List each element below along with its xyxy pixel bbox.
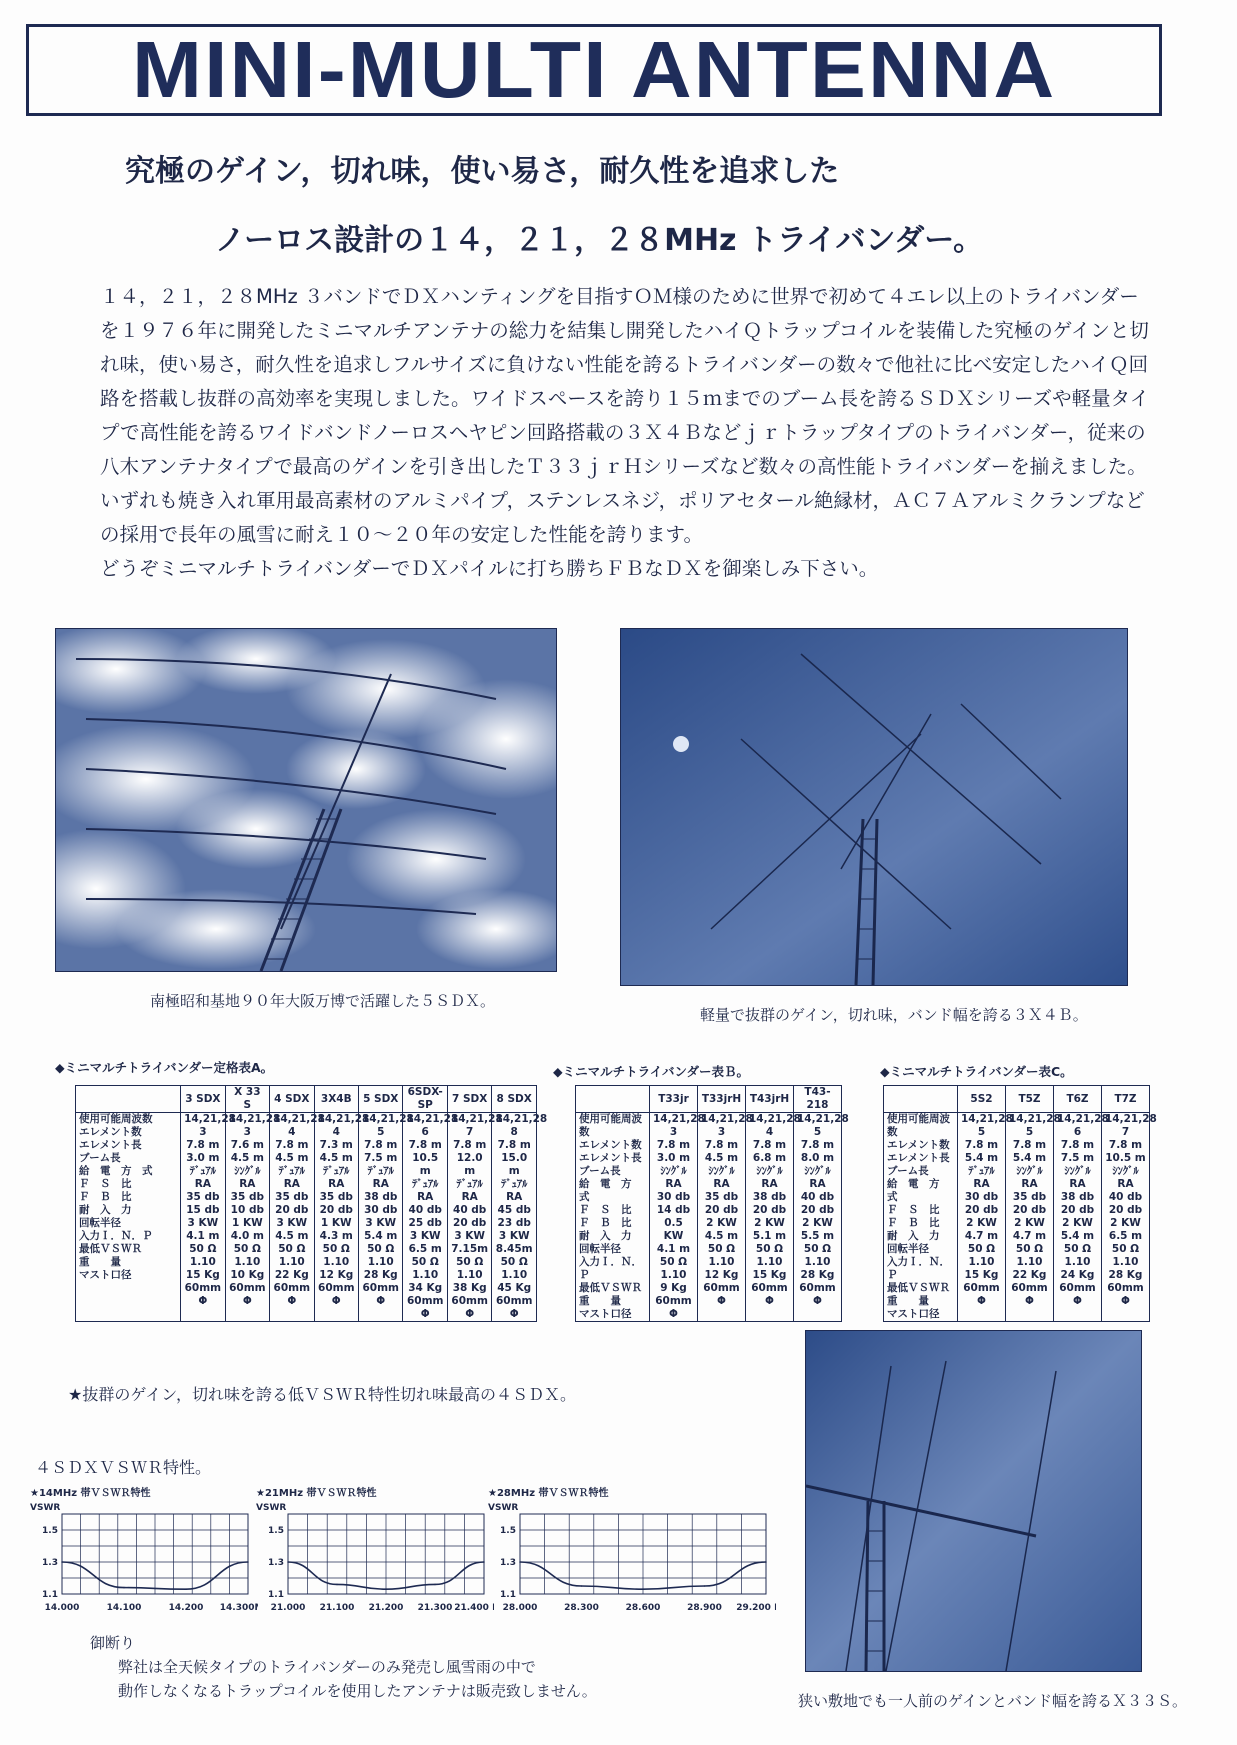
table-body-row — [76, 1113, 537, 1322]
chart-point — [123, 1587, 125, 1589]
photo-3x4b-caption: 軽量で抜群のゲイン，切れ味，バンド幅を誇る３Ｘ４Ｂ。 — [700, 1006, 1088, 1024]
table-header-cell: T7Z — [1102, 1086, 1150, 1113]
intro-paragraph — [100, 280, 1150, 586]
chart-title: ★21MHz 帯ＶＳＷＲ特性 — [256, 1488, 377, 1499]
chart-ytick-label: 1.1 — [500, 1590, 516, 1600]
chart-ytick-label: 1.3 — [500, 1558, 516, 1568]
vswr-chart-14 — [28, 1484, 258, 1624]
notice-line-1: 弊社は全天候タイプのトライバンダーのみ発売し風雪雨の中で — [118, 1658, 536, 1676]
intro-line: 路を搭載し抜群の高効率を実現しました。ワイドスペースを誇り１５ｍまでのブーム長を誇るＳＤＸシリーズや軽量タイ — [100, 387, 1150, 410]
table-value-column: 14,21,28 5 7.8 m 8.0 m ｼﾝｸﾞﾙRA 40 db 20 db 2 KW 5.5 m 50 Ω 1.10 28 Kg 60mm Φ — [794, 1113, 842, 1322]
table-value-column: 14,21,28 3 7.8 m 3.0 m ﾃﾞｭｱﾙRA 35 db 15 db 3 KW 4.1 m 50 Ω 1.10 15 Kg 60mm Φ — [181, 1113, 225, 1322]
vswr-chart-28 — [486, 1484, 776, 1624]
chart-title: ★14MHz 帯ＶＳＷＲ特性 — [30, 1488, 151, 1499]
chart-ylabel: VSWR — [488, 1503, 519, 1513]
chart-point — [519, 1561, 521, 1563]
table-header-cell: X 33 S — [225, 1086, 269, 1113]
table-value-column: 14,21,28 4 7.8 m 6.8 m ｼﾝｸﾞﾙRA 38 db 20 db 2 KW 5.1 m 50 Ω 1.10 15 Kg 60mm Φ — [746, 1113, 794, 1322]
chart-point — [287, 1561, 289, 1563]
table-value-column: 14,21,28 3 7.8 m 4.5 m ｼﾝｸﾞﾙRA 35 db 20 db 2 KW 4.5 m 50 Ω 1.10 12 Kg 60mm Φ — [698, 1113, 746, 1322]
table-value-column: 14,21,28 5 7.8 m 5.4 m ﾃﾞｭｱﾙRA 30 db 20 db 2 KW 4.7 m 50 Ω 1.10 15 Kg 60mm Φ — [958, 1113, 1006, 1322]
chart-xtick-label: 21.200 — [368, 1603, 404, 1613]
chart-xtick-label: 21.300 — [417, 1603, 453, 1613]
chart-point — [336, 1584, 338, 1586]
chart-point — [61, 1561, 63, 1563]
chart-point — [385, 1588, 387, 1590]
table-header-blank — [576, 1086, 650, 1113]
notice-heading: 御断り — [90, 1634, 136, 1652]
table-value-column: 14,21,28 4 7.8 m 4.5 m ﾃﾞｭｱﾙRA 35 db 20 db 3 KW 4.5 m 50 Ω 1.10 22 Kg 60mm Φ — [270, 1113, 314, 1322]
intro-line: 八木アンテナタイプで最高のゲインを引き出したＴ３３ｊｒＨシリーズなど数々の高性能トライバンダーを揃えました。 — [100, 455, 1147, 478]
chart-ylabel: VSWR — [256, 1503, 287, 1513]
photo-x33s — [805, 1330, 1142, 1672]
chart-point — [434, 1584, 436, 1586]
chart-xtick-label: 29.200 — [736, 1603, 771, 1613]
photo-5sdx-caption: 南極昭和基地９０年大阪万博で活躍した５ＳＤＸ。 — [150, 992, 496, 1010]
spec-table-b — [575, 1085, 849, 1322]
chart-ytick-label: 1.3 — [42, 1558, 58, 1568]
chart-title: ★28MHz 帯ＶＳＷＲ特性 — [488, 1488, 609, 1499]
table-label-column: 使用可能周波数 エレメント数 エレメント長 ブーム長 給 電 方 式 Ｆ Ｓ 比 Ｆ Ｂ 比 耐 入 力 回転半径 入力Ｉ．Ｎ．Ｐ 最低ＶＳＷＲ 重 量 マスト口径 — [576, 1113, 650, 1322]
table-value-column: 14,21,28 3 7.8 m 3.0 m ｼﾝｸﾞﾙRA 30 db 14 db 0.5 KW 4.1 m 50 Ω 1.10 9 Kg 60mm Φ — [650, 1113, 698, 1322]
table-header-cell: 5 SDX — [359, 1086, 403, 1113]
page-title: MINI-MULTI ANTENNA — [131, 25, 1057, 114]
photo-5sdx — [55, 628, 557, 972]
table-header-cell: T33jr — [650, 1086, 698, 1113]
table-header-cell: 6SDX-SP — [403, 1086, 447, 1113]
spec-table-c — [883, 1085, 1157, 1322]
table-header-cell: 7 SDX — [447, 1086, 491, 1113]
table-value-column: 14,21,28 7 7.8 m 12.0 m ﾃﾞｭｱﾙRA 40 db 20 db 3 KW 7.15m 50 Ω 1.10 38 Kg 60mm Φ — [447, 1113, 491, 1322]
intro-line: どうぞミニマルチトライバンダーでＤＸパイルに打ち勝ちＦＢなＤＸを御楽しみ下さい。 — [100, 557, 879, 580]
intro-line: １４，２１，２８MHz ３バンドでＤＸハンティングを目指すＯＭ様のために世界で初めて４エレ以上のトライバンダー — [100, 285, 1139, 308]
chart-ytick-label: 1.5 — [500, 1526, 516, 1536]
table-value-column: 14,21,28 5 7.8 m 5.4 m ｼﾝｸﾞﾙRA 35 db 20 db 2 KW 4.7 m 50 Ω 1.10 22 Kg 60mm Φ — [1006, 1113, 1054, 1322]
spec-table-a — [75, 1085, 548, 1322]
table-value-column: 14,21,28 6 7.8 m 10.5 m ﾃﾞｭｱﾙRA 40 db 25 db 3 KW 6.5 m 50 Ω 1.10 34 Kg 60mm Φ — [403, 1113, 447, 1322]
vswr-chart-21 — [254, 1484, 494, 1624]
table-header-blank — [884, 1086, 958, 1113]
chart-point — [704, 1585, 706, 1587]
chart-point — [483, 1561, 485, 1563]
chart-xtick-label: 28.600 — [625, 1603, 661, 1613]
table-c-title: ◆ミニマルチトライバンダー表C。 — [880, 1064, 1073, 1079]
photo-3x4b — [620, 628, 1128, 986]
table-header-cell: T33jrH — [698, 1086, 746, 1113]
table-value-column: 14,21,28 6 7.8 m 7.5 m ｼﾝｸﾞﾙRA 38 db 20 db 2 KW 5.4 m 50 Ω 1.10 24 Kg 60mm Φ — [1054, 1113, 1102, 1322]
chart-point — [185, 1588, 187, 1590]
table-header-cell: T5Z — [1006, 1086, 1054, 1113]
chart-xtick-label: 14.300 — [219, 1603, 255, 1613]
note-4sdx: ★抜群のゲイン，切れ味を誇る低ＶＳＷＲ特性切れ味最高の４ＳＤＸ。 — [68, 1385, 576, 1404]
table-a-title: ◆ミニマルチトライバンダー定格表A。 — [55, 1060, 274, 1075]
table-label-column: 使用可能周波数 エレメント数 エレメント長 ブーム長 給 電 方 式 Ｆ Ｓ 比 Ｆ Ｂ 比 耐 入 力 回転半径 入力Ｉ．Ｎ．Ｐ 最低ＶＳＷＲ 重 量 マスト口径 — [76, 1113, 181, 1322]
chart-ytick-label: 1.5 — [268, 1526, 284, 1536]
table-label-column: 使用可能周波数 エレメント数 エレメント長 ブーム長 給 電 方 式 Ｆ Ｓ 比 Ｆ Ｂ 比 耐 入 力 回転半径 入力Ｉ．Ｎ．Ｐ 最低ＶＳＷＲ 重 量 マスト口径 — [884, 1113, 958, 1322]
subtitle-line-1: 究極のゲイン，切れ味，使い易さ，耐久性を追求した — [125, 154, 840, 189]
table-header-cell: 3X4B — [314, 1086, 358, 1113]
vswr-chart-28-svg — [486, 1484, 776, 1624]
table-header-cell: 5S2 — [958, 1086, 1006, 1113]
intro-line: いずれも焼き入れ軍用最高素材のアルミパイプ，ステンレスネジ，ポリアセタール絶縁材，ＡＣ７Ａアルミクランプなど — [100, 489, 1145, 512]
vswr-chart-21-svg — [254, 1484, 494, 1624]
intro-line: を１９７６年に開発したミニマルチアンテナの総力を結集し開発したハイＱトラップコイルを装備した究極のゲインと切 — [100, 319, 1149, 342]
table-header-cell: T43jrH — [746, 1086, 794, 1113]
photo-x33s-caption: 狭い敷地でも一人前のゲインとバンド幅を誇るＸ３３Ｓ。 — [798, 1692, 1187, 1710]
table-value-column: 14,21,28 4 7.3 m 4.5 m ﾃﾞｭｱﾙRA 35 db 20 db 1 KW 4.3 m 50 Ω 1.10 12 Kg 60mm Φ — [314, 1113, 358, 1322]
chart-xtick-label: 28.000 — [502, 1603, 538, 1613]
table-value-column: 14,21,28 5 7.8 m 7.5 m ﾃﾞｭｱﾙRA 38 db 30 db 3 KW 5.4 m 50 Ω 1.10 28 Kg 60mm Φ — [359, 1113, 403, 1322]
chart-ytick-label: 1.3 — [268, 1558, 284, 1568]
vswr-heading: ４ＳＤＸＶＳＷＲ特性。 — [35, 1458, 212, 1477]
chart-xtick-label: 28.900 — [687, 1603, 722, 1613]
chart-xtick-label: 28.300 — [564, 1603, 599, 1613]
intro-line: の採用で長年の風雪に耐え１０〜２０年の安定した性能を誇ります。 — [100, 523, 703, 546]
table-header-cell: 4 SDX — [270, 1086, 314, 1113]
chart-xtick-label: 21.000 — [270, 1603, 306, 1613]
table-header-row — [884, 1086, 1150, 1113]
chart-ytick-label: 1.5 — [42, 1526, 58, 1536]
chart-point — [642, 1588, 644, 1590]
chart-point — [581, 1585, 583, 1587]
table-b-title: ◆ミニマルチトライバンダー表Ｂ。 — [553, 1064, 749, 1079]
table-header-cell: 3 SDX — [181, 1086, 225, 1113]
intro-line: れ味，使い易さ，耐久性を追求しフルサイズに負けない性能を誇るトライバンダーの数々で他社に比べ安定したハイＱ回 — [100, 353, 1149, 376]
table-value-column: 14,21,28 7 7.8 m 10.5 m ｼﾝｸﾞﾙRA 40 db 20 db 2 KW 6.5 m 50 Ω 1.10 28 Kg 60mm Φ — [1102, 1113, 1150, 1322]
table-body-row — [576, 1113, 842, 1322]
chart-ylabel: VSWR — [30, 1503, 61, 1513]
table-body-row — [884, 1113, 1150, 1322]
chart-xtick-label: 14.000 — [44, 1603, 80, 1613]
chart-ytick-label: 1.1 — [42, 1590, 58, 1600]
chart-xtick-label: 14.200 — [168, 1603, 204, 1613]
chart-xtick-label: 21.100 — [319, 1603, 355, 1613]
chart-ytick-label: 1.1 — [268, 1590, 284, 1600]
chart-point — [765, 1561, 767, 1563]
chart-xtick-label: 21.400 — [454, 1603, 489, 1613]
chart-xtick-label: 14.100 — [106, 1603, 142, 1613]
vswr-chart-14-svg — [28, 1484, 258, 1624]
table-value-column: 14,21,28 3 7.6 m 4.5 m ｼﾝｸﾞﾙRA 35 db 10 db 1 KW 4.0 m 50 Ω 1.10 10 Kg 60mm Φ — [225, 1113, 269, 1322]
table-header-cell: T6Z — [1054, 1086, 1102, 1113]
notice-line-2: 動作しなくなるトラップコイルを使用したアンテナは販売致しません。 — [118, 1682, 597, 1700]
table-header-row — [576, 1086, 842, 1113]
subtitle-line-2: ノーロス設計の１４，２１，２８MHz トライバンダー。 — [215, 223, 984, 258]
chart-point — [247, 1561, 249, 1563]
intro-line: プで高性能を誇るワイドバンドノーロスヘヤピン回路搭載の３Ｘ４Ｂなどｊｒトラップタイプのトライバンダー，従来の — [100, 421, 1146, 444]
table-header-blank — [76, 1086, 181, 1113]
table-header-cell: 8 SDX — [492, 1086, 537, 1113]
table-value-column: 14,21,28 8 7.8 m 15.0 m ﾃﾞｭｱﾙRA 45 db 23 db 3 KW 8.45m 50 Ω 1.10 45 Kg 60mm Φ — [492, 1113, 537, 1322]
table-header-row — [76, 1086, 537, 1113]
title-box — [26, 24, 1162, 116]
table-header-cell: T43-218 — [794, 1086, 842, 1113]
